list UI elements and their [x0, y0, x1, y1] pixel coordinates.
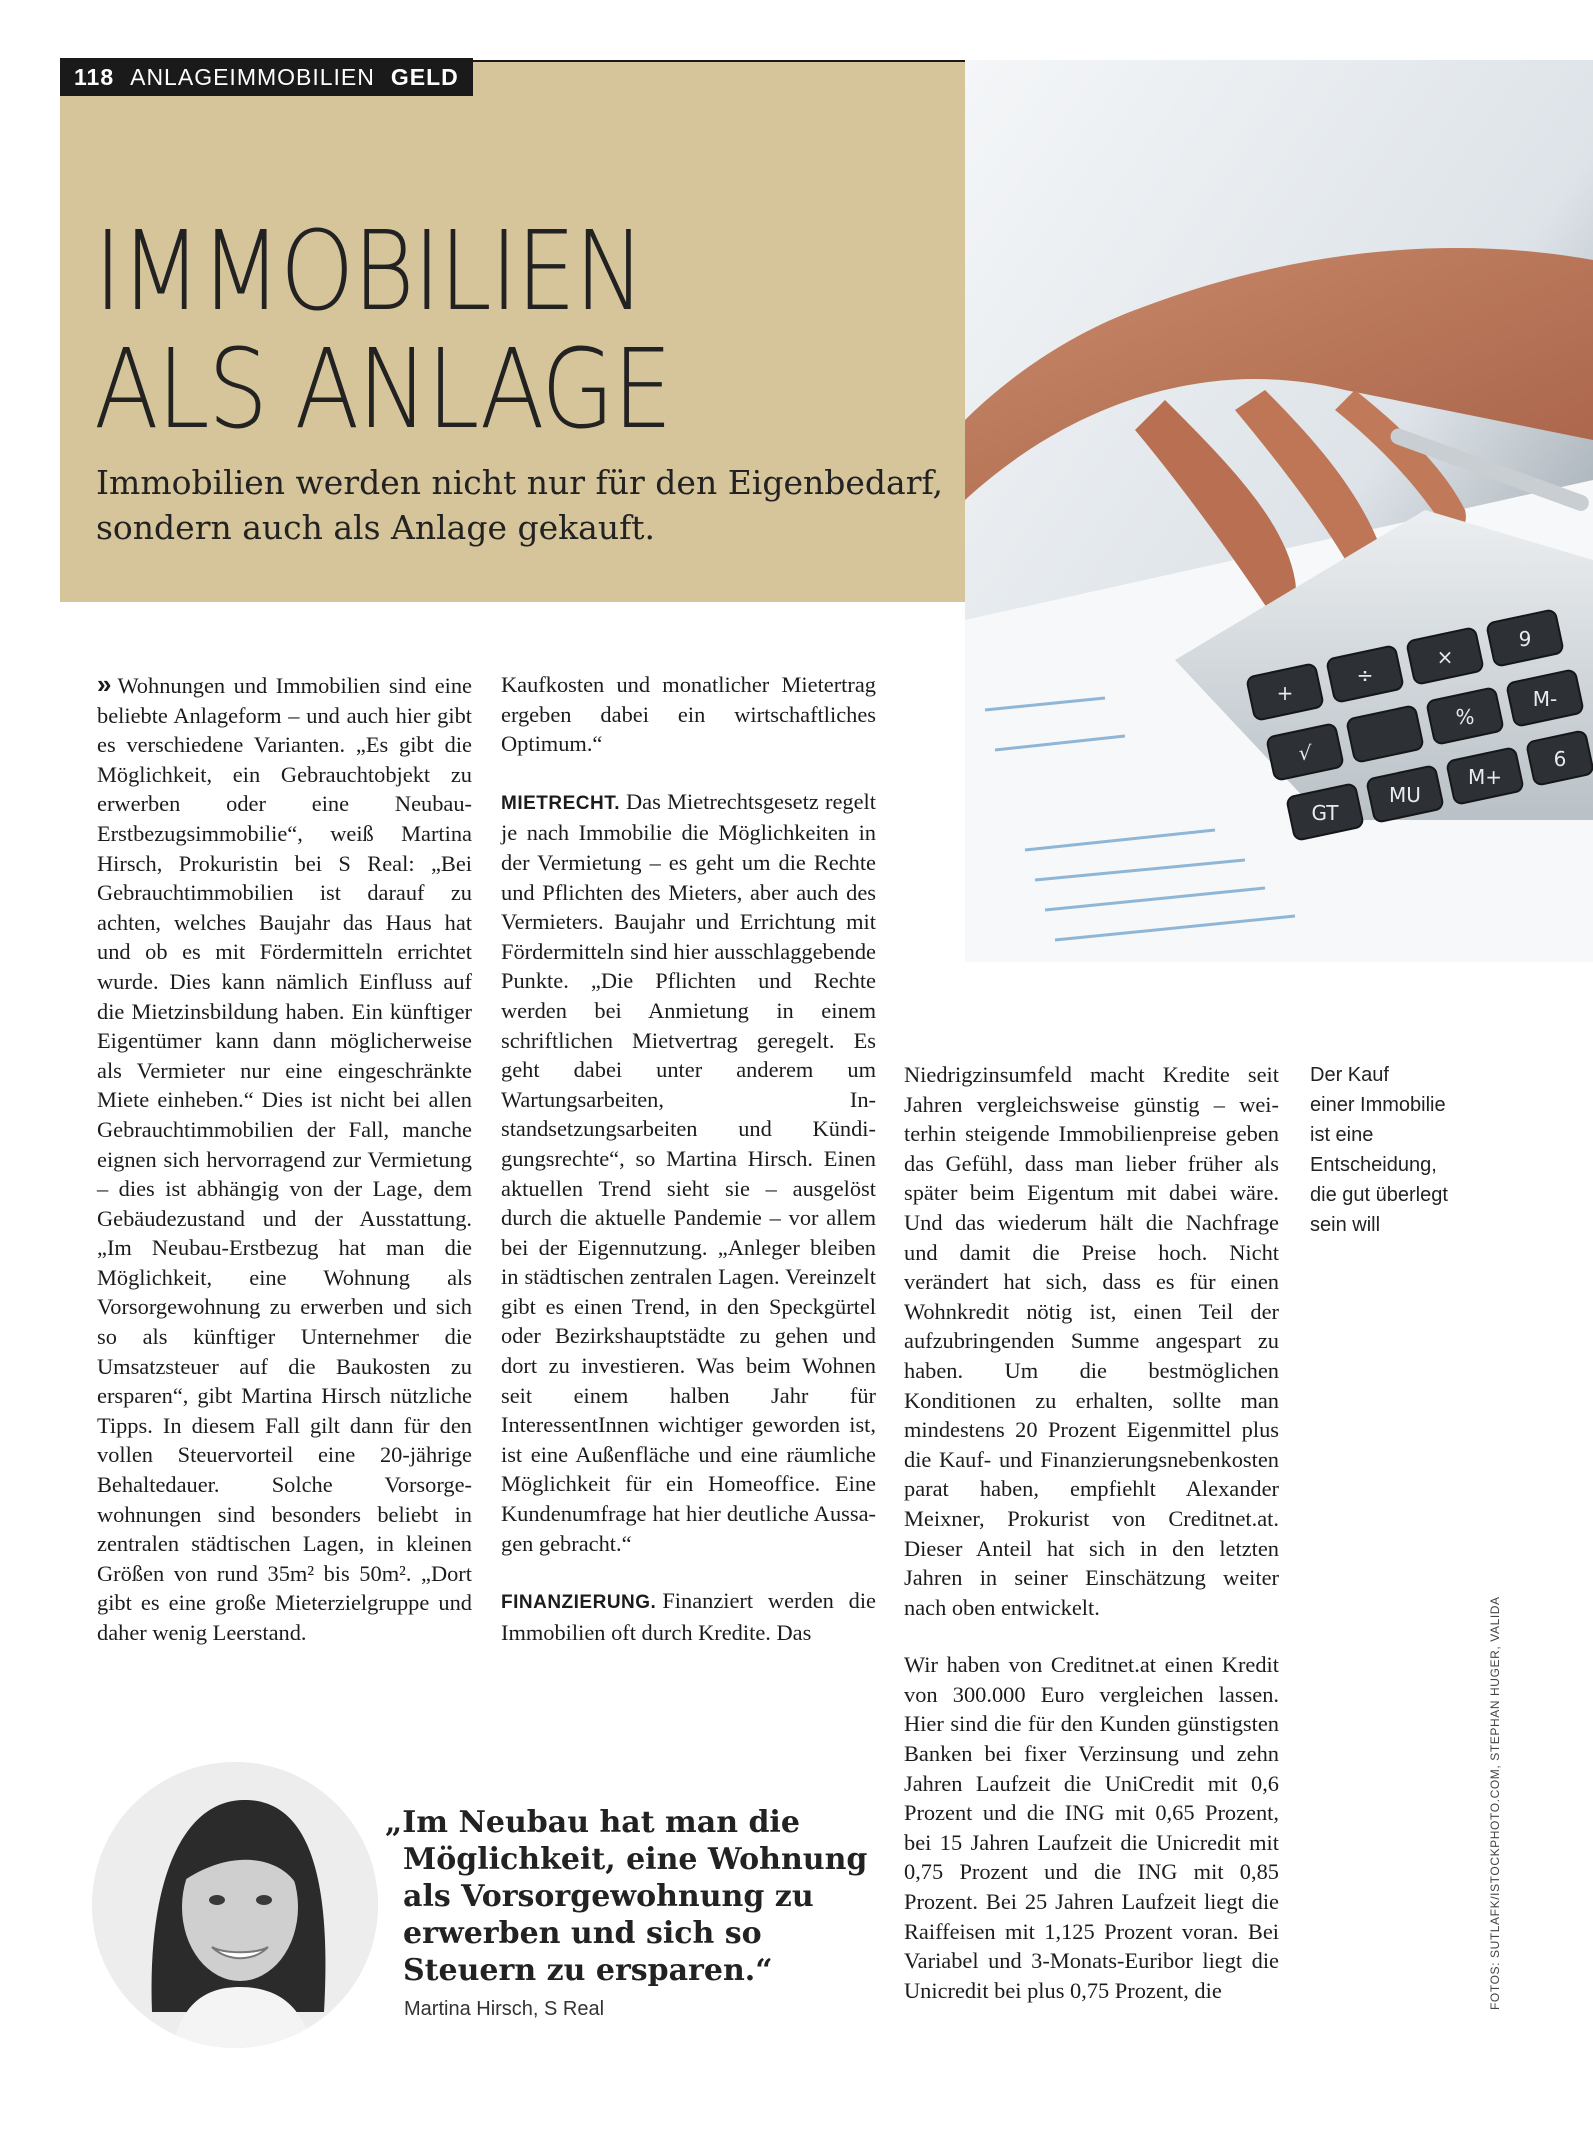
column1-paragraph: [97, 670, 472, 1648]
finanzierung-text: Finanziert werden die Immobilien oft durch Kredite. Das: [501, 1588, 876, 1645]
caption-line: die gut überlegt: [1310, 1184, 1448, 1206]
mietrecht-paragraph: [501, 787, 876, 1558]
photo-caption: [1310, 1060, 1470, 1240]
quote-line: als Vorsorgewohnung zu: [403, 1879, 814, 1914]
article-subtitle: [96, 460, 956, 550]
pull-quote: [385, 1804, 885, 1989]
mietrecht-kicker: MIETRECHT.: [501, 792, 620, 814]
caption-line: ist eine: [1310, 1124, 1374, 1146]
calc-key-percent: %: [1455, 705, 1475, 729]
quote-line: Steuern zu ersparen.“: [403, 1953, 773, 1988]
article-column-1: [97, 670, 472, 1648]
column2-intro: Kaufkosten und monatlicher Mietertrag ergeben dabei ein wirtschaftliches Optimum.“: [501, 672, 876, 757]
calculator-photo: [965, 60, 1593, 962]
calc-key-9: 9: [1518, 627, 1532, 651]
column3-paragraph-2: Wir haben von Creditnet.at einen Kredit von 300.000 Euro vergleichen lassen. Hier sind die für den Kunden günstigsten Banken bei fixer Verzinsung und zehn Jahren Laufzeit die UniCredit mit 0,6 Prozent und die ING mit 0,65 Prozent, bei 15 Jahren Laufzeit die Unicredit mit 0,75 Prozent und die ING mit 0,85 Prozent. Bei 25 Jahren Laufzeit liegt die Raiffeisen mit 1,125 Prozent voran. Bei Variabel und 3-Monats-Euribor liegt die Unicredit bei plus 0,75 Prozent, die: [904, 1652, 1279, 2003]
finanzierung-paragraph: [501, 1586, 876, 1647]
lead-marker: »: [97, 669, 112, 699]
column3-paragraph-1: Niedrigzinsumfeld macht Kredite seit Jahren vergleichsweise günstig – weiterhin steigende Immobilienpreise geben das Gefühl, dass man lieber früher als später beim Eigentum mit dabei wäre. Und das wiederum hält die Nachfrage und damit die Preise hoch. Nicht verändert hat sich, dass es für einen Wohnkredit nötig ist, einen Teil der aufzubringenden Summe angespart zu haben. Um die bestmöglichen Konditionen zu erhalten, sollte man mindestens 20 Prozent Eigenmittel plus die Kauf- und Finanzierungsnebenkosten parat haben, empfiehlt Alexander Meixner, Prokurist von Creditnet.at. Dieser Anteil hat sich in den letzten Jahren in seiner Einschätzung weiter nach oben entwickelt.: [904, 1062, 1279, 1620]
calculator-photo-illustration: [965, 60, 1593, 962]
quote-author: Martina Hirsch, S Real: [404, 1998, 605, 2020]
portrait-illustration: [92, 1762, 378, 2048]
section-label: ANLAGEIMMOBILIEN: [130, 63, 375, 90]
calc-key-sqrt: √: [1298, 741, 1312, 765]
calc-key-mminus: M-: [1532, 687, 1558, 711]
category-label: GELD: [390, 63, 459, 90]
photo-credit: FOTOS: SUTLAFK/ISTOCKPHOTO.COM, STEPHAN HUGER, VALIDA: [1488, 1596, 1502, 2010]
calc-key-divide: ÷: [1356, 663, 1374, 687]
title-line-1: IMMOBILIEN: [94, 207, 644, 335]
portrait-photo: [92, 1762, 378, 2048]
page-number: 118: [74, 63, 115, 90]
quote-line: erwerben und sich so: [403, 1916, 762, 1951]
caption-line: Entscheidung,: [1310, 1154, 1437, 1176]
caption-line: Der Kauf: [1310, 1064, 1389, 1086]
subtitle-line-2: sondern auch als Anlage gekauft.: [96, 508, 656, 547]
caption-line: sein will: [1310, 1214, 1381, 1236]
calc-key-multiply: ×: [1436, 645, 1454, 669]
article-title: [94, 207, 671, 453]
calc-key-plus: +: [1276, 681, 1294, 705]
calc-key-6: 6: [1553, 747, 1567, 771]
article-column-3: [904, 1060, 1279, 2005]
quote-line: Möglichkeit, eine Wohnung: [403, 1842, 868, 1877]
calc-key-mu: MU: [1389, 783, 1421, 807]
title-line-2: ALS ANLAGE: [94, 325, 671, 453]
mietrecht-text: Das Mietrechtsgesetz regelt je nach Immobilie die Möglichkeiten in der Vermietung – es geht um die Rechte und Pflichten des Mieters, aber auch des Vermieters. Baujahr und Errichtung mit Fördermitteln sind hier ausschlaggebende Punkte. „Die Pflichten und Rechte werden bei Anmietung in einem schriftlichen Mietvertrag geregelt. Es geht dabei unter anderem um Wartungsarbeiten, Instandsetzungsarbeiten und Kündigungsrechte“, so Martina Hirsch. Einen aktuellen Trend sieht sie – ausgelöst durch die aktuelle Pandemie – vor allem bei der Eigennutzung. „Anleger bleiben in städtischen zentralen Lagen. Vereinzelt gibt es einen Trend, in den Speckgürtel oder Bezirkshauptstädte zu gehen und dort zu investieren. Was beim Wohnen seit einem halben Jahr für InteressentInnen wichtiger geworden ist, ist eine Außenfläche und eine räumliche Möglichkeit für ein Homeoffice. Eine Kundenumfrage hat hier deutliche Aussagen gebracht.“: [501, 788, 876, 1556]
page-header: [60, 58, 473, 96]
finanzierung-kicker: FINANZIERUNG.: [501, 1592, 657, 1614]
calc-key-mplus: M+: [1467, 765, 1503, 789]
quote-line: „Im Neubau hat man die: [385, 1805, 800, 1840]
article-column-2: [501, 670, 876, 1647]
calc-key-gt: GT: [1311, 801, 1339, 825]
subtitle-line-1: Immobilien werden nicht nur für den Eigenbedarf,: [96, 463, 943, 502]
caption-line: einer Immobilie: [1310, 1094, 1446, 1116]
column1-text: Wohnungen und Immobilien sind eine beliebte Anlageform – und auch hier gibt es verschiedene Varianten. „Es gibt die Möglichkeit, ein Gebrauchtobjekt zu erwerben oder eine Neubau-Erstbezugsimmobilie“, weiß Martina Hirsch, Prokuristin bei S Real: „Bei Gebrauchtimmobilien ist darauf zu achten, welches Baujahr das Haus hat und ob es mit Fördermitteln errichtet wurde. Dies kann nämlich Einfluss auf die Mietzinsbildung haben. Ein künftiger Eigentümer kann dann möglicherweise als Vermieter nur eine eingeschränkte Miete einheben.“ Dies ist nicht bei allen Gebrauchtimmobilien der Fall, manche eignen sich hervorragend zur Vermietung – dies ist abhängig von der Lage, dem Gebäudezustand und der Ausstattung. „Im Neubau-Erstbezug hat man die Möglichkeit, eine Wohnung als Vorsorgewohnung zu erwerben und sich so als künftiger Unternehmer die Umsatzsteuer auf die Baukosten zu ersparen“, gibt Martina Hirsch nützliche Tipps. In diesem Fall gilt dann für den vollen Steuervorteil eine 20-jährige Behaltedauer. Solche Vorsorgewohnungen sind besonders beliebt in zentralen städtischen Lagen, in kleinen Größen von rund 35m² bis 50m². „Dort gibt es eine große Mieterzielgruppe und daher wenig Leerstand.: [97, 673, 472, 1645]
